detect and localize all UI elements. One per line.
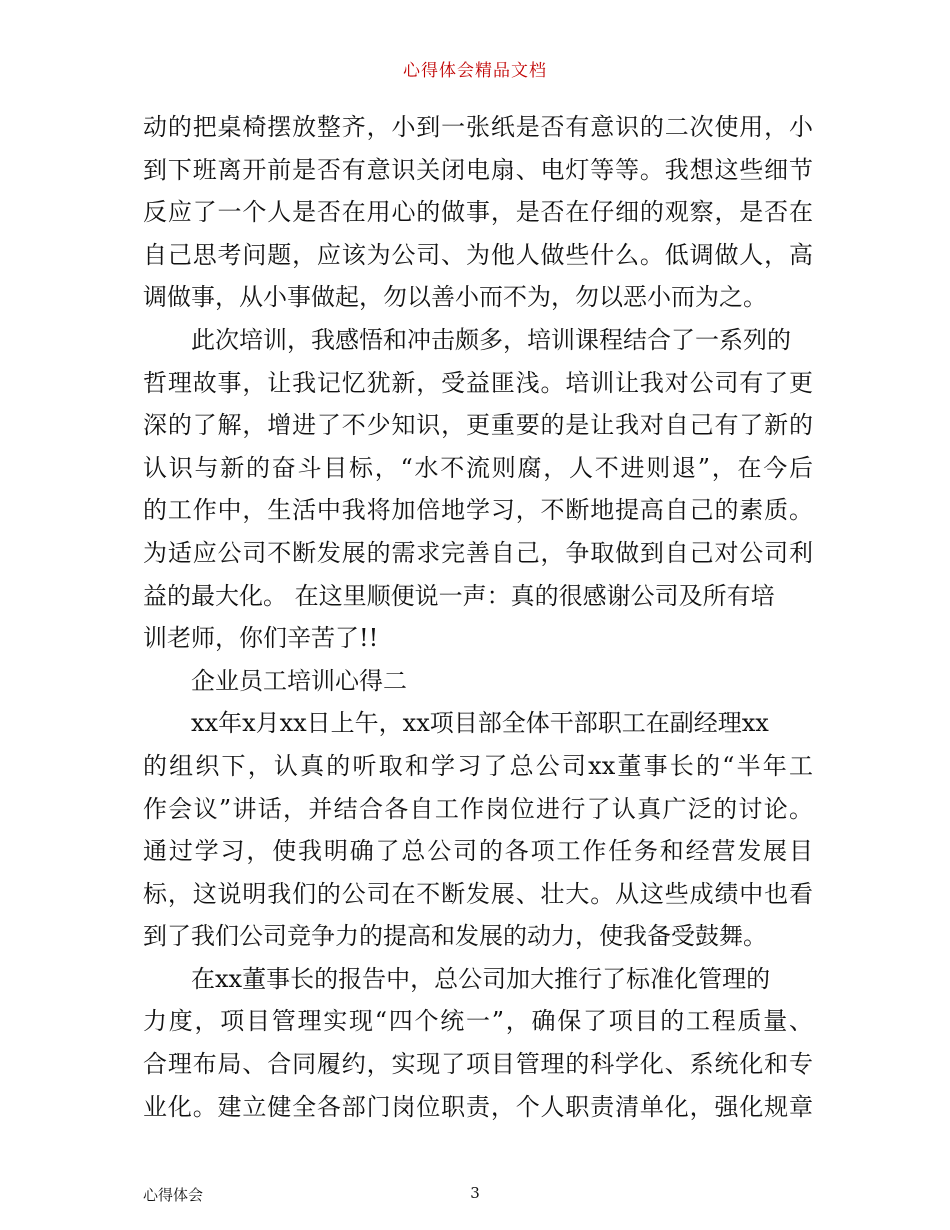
text-line: 力度，项目管理实现“四个统一”，确保了项目的工程质量、: [143, 1007, 813, 1036]
text-line: 通过学习，使我明确了总公司的各项工作任务和经营发展目: [143, 837, 813, 866]
text-line: 合理布局、合同履约，实现了项目管理的科学化、系统化和专: [143, 1050, 813, 1079]
text-line: 调做事，从小事做起，勿以善小而不为，勿以恶小而为之。: [143, 283, 767, 312]
paragraph-start-line: 在xx董事长的报告中，总公司加大推行了标准化管理的: [191, 964, 771, 993]
text-line: 到了我们公司竞争力的提高和发展的动力，使我备受鼓舞。: [143, 922, 767, 951]
text-line: 益的最大化。 在这里顺便说一声：真的很感谢公司及所有培: [143, 581, 775, 610]
text-line: 到下班离开前是否有意识关闭电扇、电灯等等。我想这些细节: [143, 155, 813, 184]
text-line: 业化。建立健全各部门岗位职责，个人职责清单化，强化规章: [143, 1092, 813, 1121]
section-heading: 企业员工培训心得二: [191, 666, 407, 695]
paragraph-start-line: 此次培训，我感悟和冲击颇多，培训课程结合了一系列的: [191, 325, 791, 354]
text-line: 反应了一个人是否在用心的做事，是否在仔细的观察，是否在: [143, 198, 813, 227]
page-number: 3: [470, 1184, 480, 1202]
text-line: 动的把桌椅摆放整齐，小到一张纸是否有意识的二次使用，小: [143, 113, 813, 141]
footer-label: 心得体会: [143, 1186, 204, 1204]
text-line: 哲理故事，让我记忆犹新，受益匪浅。培训让我对公司有了更: [143, 368, 813, 397]
text-line: 深的了解，增进了不少知识，更重要的是让我对自己有了新的: [143, 411, 813, 440]
text-line: 标，这说明我们的公司在不断发展、壮大。从这些成绩中也看: [143, 879, 813, 908]
text-line: 训老师，你们辛苦了!!: [143, 624, 379, 653]
text-line: 为适应公司不断发展的需求完善自己，争取做到自己对公司利: [143, 538, 813, 567]
text-line: 的组织下，认真的听取和学习了总公司xx董事长的“半年工: [143, 751, 813, 780]
text-line: 作会议”讲话，并结合各自工作岗位进行了认真广泛的讨论。: [143, 794, 813, 823]
document-body: [143, 106, 813, 1128]
paragraph-start-line: xx年x月xx日上午，xx项目部全体干部职工在副经理xx: [191, 709, 769, 738]
text-line: 的工作中，生活中我将加倍地学习，不断地提高自己的素质。: [143, 496, 813, 525]
text-line: 认识与新的奋斗目标，“水不流则腐，人不进则退”，在今后: [143, 453, 813, 482]
page-header-title: 心得体会精品文档: [403, 61, 547, 81]
text-line: 自己思考问题，应该为公司、为他人做些什么。低调做人，高: [143, 240, 813, 269]
